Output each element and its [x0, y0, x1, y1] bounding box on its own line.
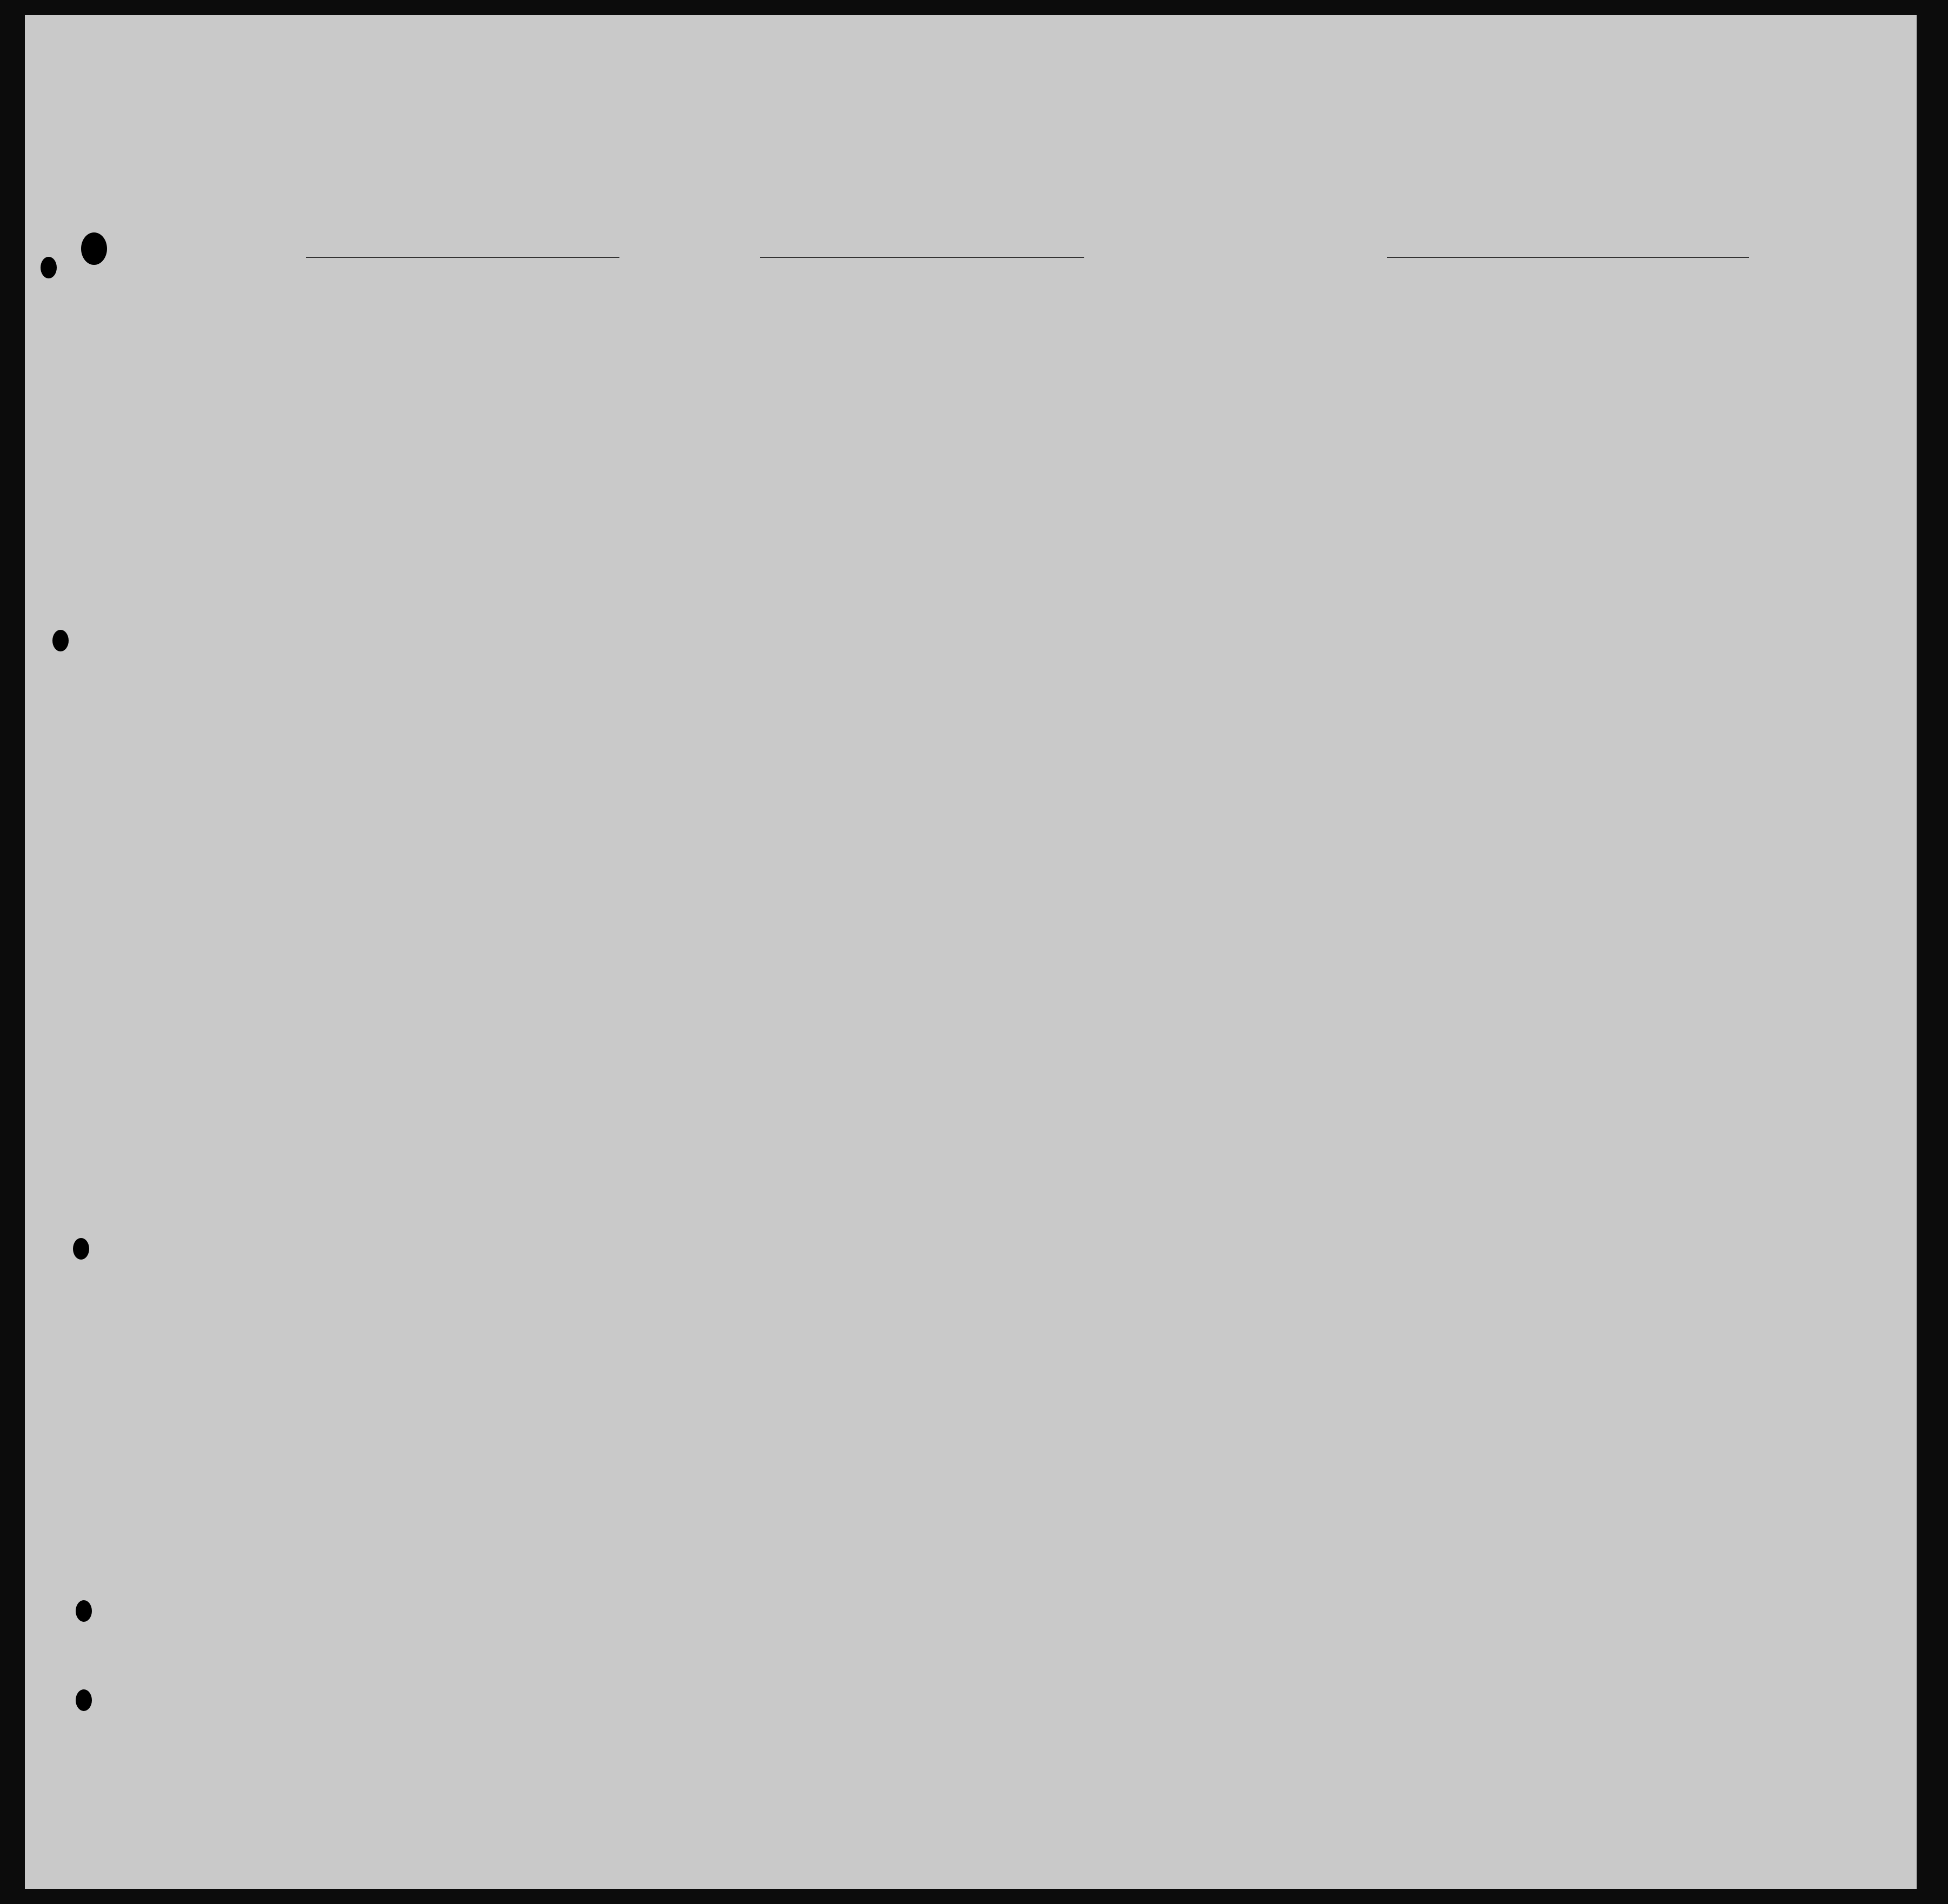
punch-hole	[52, 630, 69, 651]
punch-hole	[73, 1238, 89, 1260]
punch-hole	[81, 232, 107, 265]
table-grid	[25, 15, 1917, 1889]
punch-hole	[76, 1600, 92, 1622]
punch-hole	[41, 257, 57, 278]
punch-hole	[76, 1689, 92, 1711]
manifest-sheet	[25, 15, 1917, 1889]
